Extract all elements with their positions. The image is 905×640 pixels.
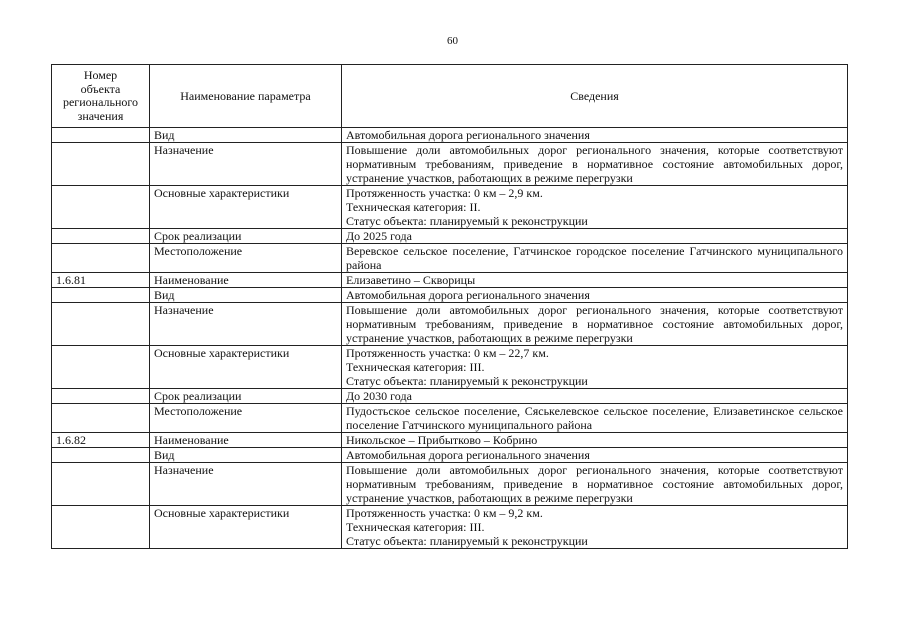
table-row xyxy=(52,288,848,303)
parameter-name-cell: Назначение xyxy=(150,463,342,506)
value-line: Автомобильная дорога регионального значения xyxy=(346,448,590,462)
parameter-value-cell xyxy=(342,433,848,448)
value-line: Повышение доли автомобильных дорог регионального значения, которые соответствуют нормативным требованиям, приведение в нормативное состояние автомобильных дорог, устранение участков, работающих в режиме перегрузки xyxy=(346,143,843,185)
value-line: Никольское – Прибытково – Кобрино xyxy=(346,433,538,447)
object-number-cell xyxy=(52,506,150,549)
object-number-cell xyxy=(52,288,150,303)
object-number-cell xyxy=(52,463,150,506)
header-parameter-name: Наименование параметра xyxy=(150,65,342,128)
parameter-value-cell xyxy=(342,303,848,346)
object-number-cell xyxy=(52,448,150,463)
parameter-name-cell: Срок реализации xyxy=(150,229,342,244)
parameter-value-cell xyxy=(342,463,848,506)
table-row xyxy=(52,143,848,186)
parameter-value-cell xyxy=(342,346,848,389)
table-row xyxy=(52,244,848,273)
parameter-name-cell: Вид xyxy=(150,288,342,303)
table-row xyxy=(52,229,848,244)
value-line: Пудостьское сельское поселение, Сяськелевское сельское поселение, Елизаветинское сельское поселение Гатчинского муниципального района xyxy=(346,404,843,432)
parameter-value-cell xyxy=(342,273,848,288)
value-line: До 2030 года xyxy=(346,389,412,403)
header-object-number xyxy=(52,65,150,128)
parameter-name-cell: Основные характеристики xyxy=(150,346,342,389)
object-number-cell xyxy=(52,143,150,186)
table-row xyxy=(52,404,848,433)
value-line: До 2025 года xyxy=(346,229,412,243)
parameter-name-cell: Назначение xyxy=(150,143,342,186)
value-line: Веревское сельское поселение, Гатчинское городское поселение Гатчинского муниципального района xyxy=(346,244,843,272)
object-number-cell xyxy=(52,303,150,346)
value-line: Техническая категория: II. xyxy=(346,200,481,214)
object-number-cell xyxy=(52,186,150,229)
value-line: Статус объекта: планируемый к реконструкции xyxy=(346,534,588,548)
value-line: Протяженность участка: 0 км – 9,2 км. xyxy=(346,506,543,520)
object-number-cell xyxy=(52,244,150,273)
parameter-value-cell xyxy=(342,229,848,244)
table-row xyxy=(52,463,848,506)
table-body xyxy=(52,128,848,549)
parameter-name-cell: Срок реализации xyxy=(150,389,342,404)
parameter-name-cell: Наименование xyxy=(150,273,342,288)
header-number-line: Номер xyxy=(83,68,118,82)
header-row xyxy=(52,65,848,128)
object-number-cell xyxy=(52,128,150,143)
table-row xyxy=(52,128,848,143)
parameter-name-cell: Назначение xyxy=(150,303,342,346)
parameter-name-cell: Местоположение xyxy=(150,404,342,433)
value-line: Повышение доли автомобильных дорог регионального значения, которые соответствуют нормативным требованиям, приведение в нормативное состояние автомобильных дорог, устранение участков, работающих в режиме перегрузки xyxy=(346,303,843,345)
object-number-cell xyxy=(52,389,150,404)
parameter-name-cell: Наименование xyxy=(150,433,342,448)
page-number: 60 xyxy=(447,35,458,47)
header-info: Сведения xyxy=(342,65,848,128)
header-number-line: объекта xyxy=(80,81,121,96)
table-row xyxy=(52,186,848,229)
value-line: Протяженность участка: 0 км – 22,7 км. xyxy=(346,346,549,360)
parameter-value-cell xyxy=(342,244,848,273)
parameter-value-cell xyxy=(342,404,848,433)
value-line: Автомобильная дорога регионального значения xyxy=(346,288,590,302)
value-line: Протяженность участка: 0 км – 2,9 км. xyxy=(346,186,543,200)
object-number-cell: 1.6.82 xyxy=(52,433,150,448)
value-line: Техническая категория: III. xyxy=(346,520,485,534)
value-line: Повышение доли автомобильных дорог регионального значения, которые соответствуют нормативным требованиям, приведение в нормативное состояние автомобильных дорог, устранение участков, работающих в режиме перегрузки xyxy=(346,463,843,505)
header-number-line: значения xyxy=(77,108,124,123)
object-number-cell: 1.6.81 xyxy=(52,273,150,288)
value-line: Статус объекта: планируемый к реконструкции xyxy=(346,214,588,228)
table-row xyxy=(52,346,848,389)
parameter-value-cell xyxy=(342,506,848,549)
parameter-name-cell: Вид xyxy=(150,448,342,463)
value-line: Техническая категория: III. xyxy=(346,360,485,374)
table-header xyxy=(52,65,848,128)
parameters-table xyxy=(51,64,848,549)
table-row xyxy=(52,303,848,346)
table-row xyxy=(52,273,848,288)
object-number-cell xyxy=(52,346,150,389)
parameter-name-cell: Основные характеристики xyxy=(150,186,342,229)
parameter-value-cell xyxy=(342,186,848,229)
header-number-line: регионального xyxy=(62,95,139,109)
value-line: Елизаветино – Скворицы xyxy=(346,273,476,287)
parameter-value-cell xyxy=(342,128,848,143)
table-row xyxy=(52,448,848,463)
table-row xyxy=(52,433,848,448)
parameter-value-cell xyxy=(342,389,848,404)
object-number-cell xyxy=(52,229,150,244)
table-row xyxy=(52,389,848,404)
value-line: Автомобильная дорога регионального значения xyxy=(346,128,590,142)
parameter-value-cell xyxy=(342,143,848,186)
parameter-name-cell: Вид xyxy=(150,128,342,143)
value-line: Статус объекта: планируемый к реконструкции xyxy=(346,374,588,388)
parameter-name-cell: Местоположение xyxy=(150,244,342,273)
parameter-value-cell xyxy=(342,448,848,463)
object-number-cell xyxy=(52,404,150,433)
parameter-value-cell xyxy=(342,288,848,303)
parameter-name-cell: Основные характеристики xyxy=(150,506,342,549)
table-row xyxy=(52,506,848,549)
